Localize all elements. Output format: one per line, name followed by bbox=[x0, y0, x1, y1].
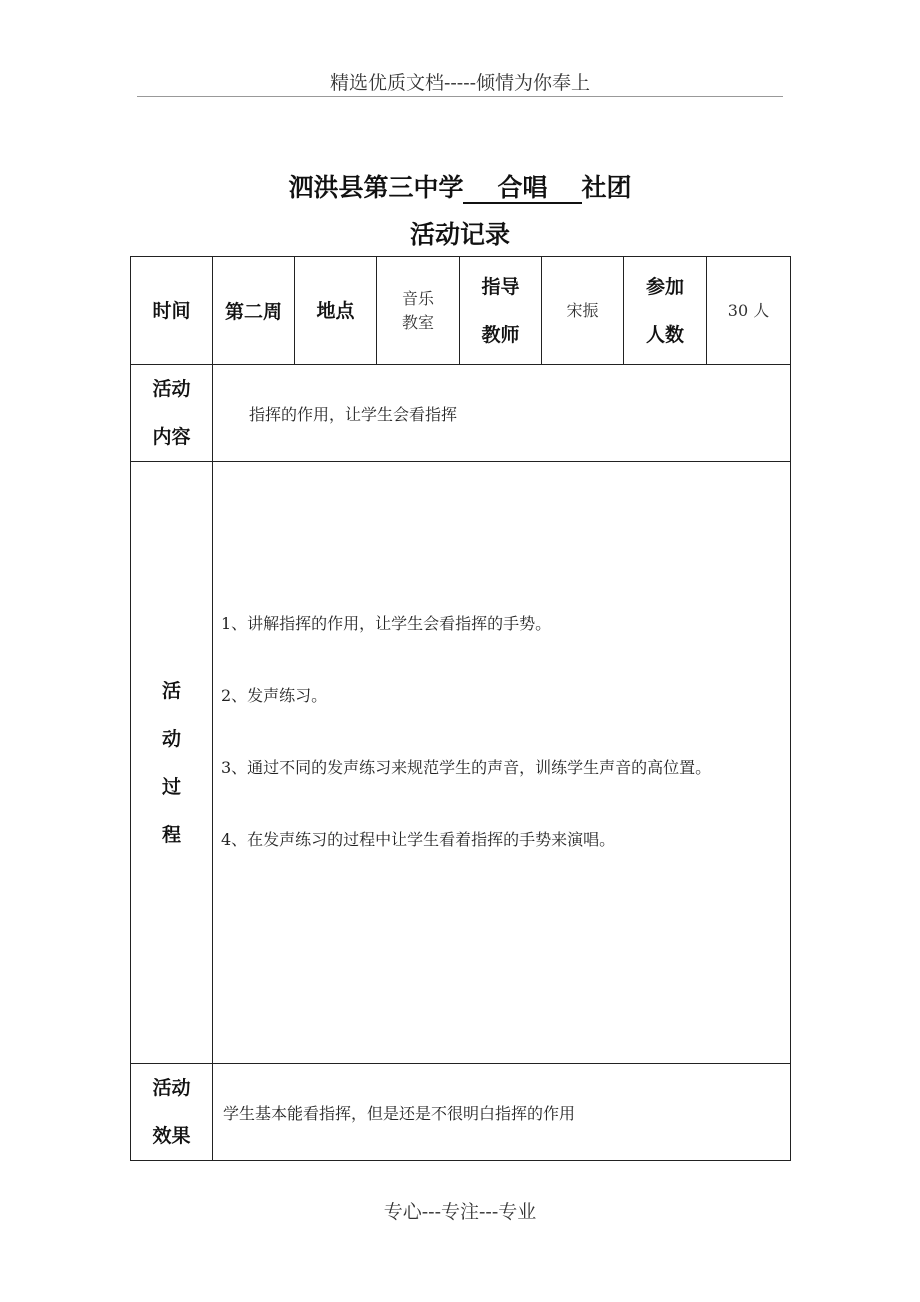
school-name: 泗洪县第三中学 bbox=[288, 173, 464, 202]
process-step: 4、在发声练习的过程中让学生看着指挥的手势来演唱。 bbox=[221, 830, 616, 849]
teacher-label-text: 指导教师 bbox=[481, 275, 520, 346]
activity-record-table bbox=[130, 256, 791, 1161]
page-header: 精选优质文档-----倾情为你奉上 bbox=[329, 72, 591, 94]
count-label-text: 参加人数 bbox=[645, 275, 684, 346]
process-row bbox=[131, 462, 791, 1064]
content-label bbox=[131, 365, 213, 462]
count-value: 30 人 bbox=[707, 257, 791, 365]
effect-label bbox=[131, 1064, 213, 1161]
process-step: 2、发声练习。 bbox=[221, 686, 328, 705]
place-value bbox=[377, 257, 460, 365]
process-label-char: 动 bbox=[161, 727, 181, 750]
place-value-text: 音乐教室 bbox=[401, 288, 434, 332]
content-value: 指挥的作用，让学生会看指挥 bbox=[213, 365, 791, 462]
club-name: 合唱 bbox=[463, 174, 581, 204]
title-suffix: 社团 bbox=[581, 173, 632, 202]
time-value: 第二周 bbox=[213, 257, 295, 365]
effect-row bbox=[131, 1064, 791, 1161]
effect-value: 学生基本能看指挥，但是还是不很明白指挥的作用 bbox=[213, 1064, 791, 1161]
process-steps bbox=[213, 462, 791, 1064]
info-row bbox=[131, 257, 791, 365]
header-rule bbox=[137, 96, 783, 97]
content-row bbox=[131, 365, 791, 462]
place-label: 地点 bbox=[295, 257, 377, 365]
process-label-char: 程 bbox=[161, 823, 181, 846]
teacher-label bbox=[460, 257, 542, 365]
count-label bbox=[624, 257, 707, 365]
process-label-char: 活 bbox=[161, 679, 181, 702]
process-step: 1、讲解指挥的作用，让学生会看指挥的手势。 bbox=[221, 614, 552, 633]
content-label-text: 活动内容 bbox=[152, 378, 191, 448]
teacher-value: 宋振 bbox=[542, 257, 624, 365]
document-subtitle: 活动记录 bbox=[409, 220, 510, 249]
process-label bbox=[131, 462, 213, 1064]
page-footer: 专心---专注---专业 bbox=[383, 1201, 537, 1223]
time-label: 时间 bbox=[131, 257, 213, 365]
effect-label-text: 活动效果 bbox=[152, 1077, 191, 1147]
process-label-char: 过 bbox=[161, 775, 181, 798]
document-title bbox=[0, 168, 920, 204]
process-step: 3、通过不同的发声练习来规范学生的声音，训练学生声音的高位置。 bbox=[221, 758, 712, 777]
